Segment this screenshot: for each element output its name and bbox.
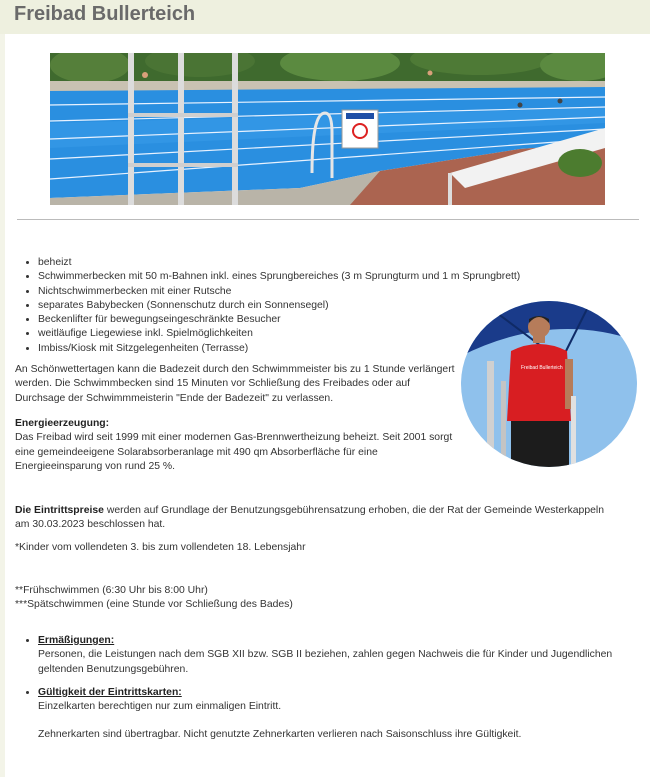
list-item (38, 634, 648, 677)
lifeguard-photo (461, 301, 637, 467)
features-list (15, 256, 520, 356)
content-divider (17, 219, 639, 220)
content-area (5, 34, 650, 777)
pool-photo-graphic (50, 53, 605, 205)
spaetschwimmen-note: ***Spätschwimmen (eine Stunde vor Schließung des Bades) (15, 599, 293, 611)
fruehschwimmen-note: **Frühschwimmen (6:30 Uhr bis 8:00 Uhr) (15, 585, 208, 596)
page-title: Freibad Bullerteich (14, 3, 196, 25)
list-item: • weitläufige Liegewiese inkl. Spielmöglichkeiten (38, 327, 520, 341)
pool-banner-image (50, 53, 605, 205)
ermaessigung-heading: • Ermäßigungen: (38, 635, 115, 646)
info-list (15, 634, 648, 752)
eintritt-bold: Die Eintrittspreise (15, 505, 104, 516)
lifeguard-graphic (461, 301, 637, 467)
ermaessigung-text: Personen, die Leistungen nach dem SGB XII bzw. SGB II beziehen, zahlen gegen Nachweis die für Kinder und Jugendlichen geltenden Benutzungsgebühren. (38, 649, 613, 675)
list-item: • Beckenlifter für bewegungseingeschränkte Besucher (38, 313, 520, 327)
list-item: • beheizt (38, 256, 520, 270)
eintritt-text: werden auf Grundlage der Benutzungsgebührensatzung erhoben, die der Rat der Gemeinde Westerkappeln am 30.03.2023 beschlossen hat. (15, 505, 604, 531)
badezeit-paragraph: An Schönwettertagen kann die Badezeit durch den Schwimmmeister bis zu 1 Stunde verlängert werden. Die Schwimmbecken sind 15 Minuten vor Schließung des Freibades oder auf Durchsage der Schwimmmeisterin "Ende der Badezeit" zu verlassen. (15, 364, 455, 404)
energie-paragraph (15, 417, 455, 474)
energie-text: Das Freibad wird seit 1999 mit einer modernen Gas-Brennwertheizung beheizt. Seit 2001 sorgt eine gemeindeeigene Solarabsorberanlage mit 490 qm Absorberfläche für eine Energieeinsparung von rund 25 %. (15, 432, 453, 472)
list-item: • Schwimmerbecken mit 50 m-Bahnen inkl. eines Sprungbereiches (3 m Sprungturm und 1 m Sprungbrett) (38, 270, 520, 284)
eintritt-paragraph (15, 504, 615, 533)
title-bar (0, 0, 650, 34)
list-item (38, 686, 648, 743)
schwimmen-notes (15, 584, 615, 613)
energie-heading: Energieerzeugung: (15, 418, 110, 429)
gueltigkeit-heading: • Gültigkeit der Eintrittskarten: (38, 686, 182, 698)
shirt-text: Freibad Bullerteich (521, 365, 563, 371)
list-item: • Nichtschwimmerbecken mit einer Rutsche (38, 285, 520, 299)
kinder-note: *Kinder vom vollendeten 3. bis zum vollendeten 18. Lebensjahr (15, 542, 306, 553)
gueltigkeit-text-2: Zehnerkarten sind übertragbar. Nicht genutzte Zehnerkarten verlieren nach Saisonschluss ihre Gültigkeit. (38, 729, 522, 741)
list-item: • separates Babybecken (Sonnenschutz durch ein Sonnensegel) (38, 299, 520, 313)
gueltigkeit-text-1: Einzelkarten berechtigen nur zum einmaligen Eintritt. (38, 701, 282, 713)
list-item: • Imbiss/Kiosk mit Sitzgelegenheiten (Terrasse) (38, 342, 520, 356)
